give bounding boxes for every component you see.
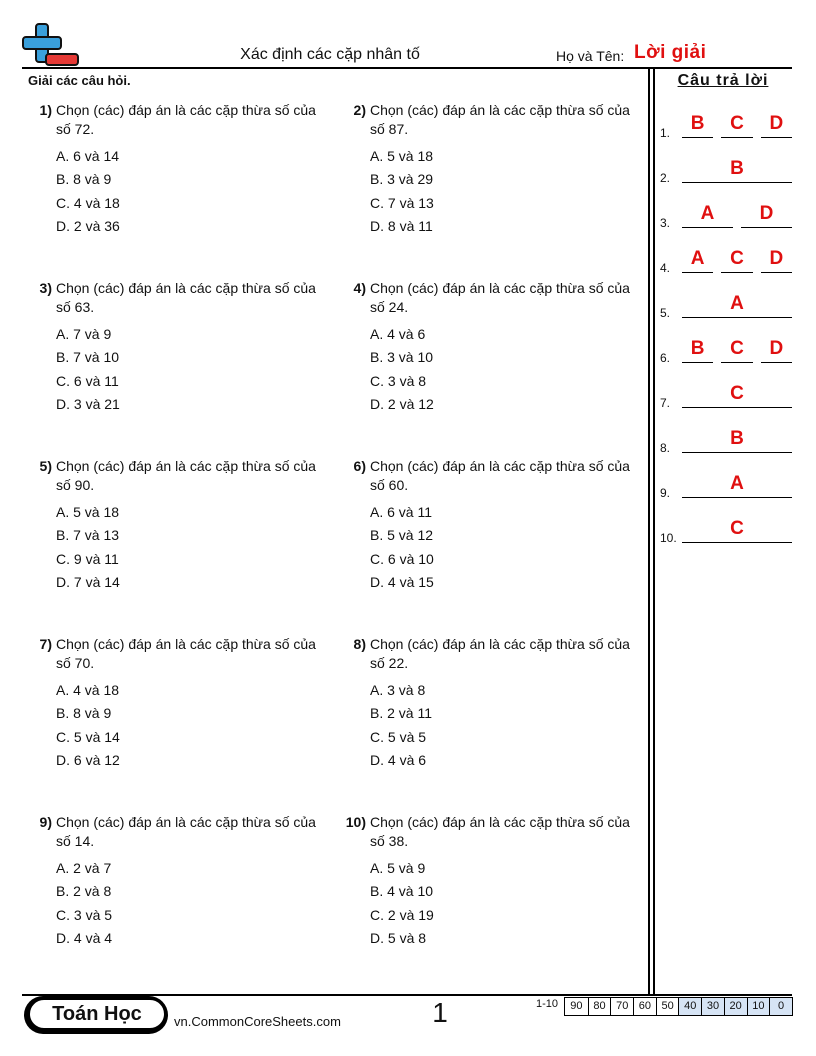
option: D. 6 và 12 xyxy=(56,751,120,768)
answer-row xyxy=(660,518,794,545)
option: B. 3 và 10 xyxy=(370,349,434,366)
option-list xyxy=(56,681,328,774)
question-number: 3) xyxy=(39,280,52,296)
answer-letter: A xyxy=(700,203,715,224)
question-6 xyxy=(342,457,642,596)
answer-row xyxy=(660,383,794,410)
question-text: Chọn (các) đáp án là các cặp thừa số của số 90. xyxy=(56,458,316,493)
question-number: 6) xyxy=(353,458,366,474)
question-5 xyxy=(28,457,328,596)
question-number: 10) xyxy=(345,814,366,830)
page-number: 1 xyxy=(432,997,448,1028)
option: B. 7 và 13 xyxy=(56,527,120,544)
score-cell: 0 xyxy=(769,998,792,1015)
option: B. 2 và 8 xyxy=(56,883,112,900)
answer-letter: B xyxy=(730,428,744,449)
answer-number: 4. xyxy=(660,261,671,275)
question-text: Chọn (các) đáp án là các cặp thừa số của số 60. xyxy=(370,458,630,493)
option-list xyxy=(56,147,328,240)
score-cell: 70 xyxy=(610,998,633,1015)
option: C. 3 và 5 xyxy=(56,906,113,923)
answer-row xyxy=(660,158,794,185)
option-list xyxy=(370,325,642,418)
name-label: Họ và Tên: xyxy=(556,48,625,64)
answer-row xyxy=(660,113,794,140)
question-number: 1) xyxy=(39,102,52,118)
option: D. 4 và 6 xyxy=(370,751,427,768)
answer-number: 9. xyxy=(660,486,671,500)
instructions: Giải các câu hỏi. xyxy=(28,73,131,88)
option: B. 4 và 10 xyxy=(370,883,434,900)
question-text: Chọn (các) đáp án là các cặp thừa số của số 14. xyxy=(56,814,316,849)
page-title: Xác định các cặp nhân tố xyxy=(240,46,420,63)
site-url: vn.CommonCoreSheets.com xyxy=(174,1014,341,1029)
option: C. 9 và 11 xyxy=(56,550,119,567)
option: D. 2 và 12 xyxy=(370,395,434,412)
question-number: 8) xyxy=(353,636,366,652)
option: C. 3 và 8 xyxy=(370,372,427,389)
answer-blank xyxy=(682,338,713,363)
question-text: Chọn (các) đáp án là các cặp thừa số của số 70. xyxy=(56,636,316,671)
answer-blank xyxy=(682,158,792,183)
option: A. 5 và 18 xyxy=(56,504,120,520)
question-10 xyxy=(342,813,642,952)
option: B. 8 và 9 xyxy=(56,705,112,722)
answer-blank xyxy=(682,113,713,138)
question-2 xyxy=(342,101,642,240)
answer-letter: D xyxy=(769,248,784,269)
question-text: Chọn (các) đáp án là các cặp thừa số của số 24. xyxy=(370,280,630,315)
question-number: 9) xyxy=(39,814,52,830)
answer-number: 8. xyxy=(660,441,671,455)
option-list xyxy=(56,503,328,596)
option: B. 2 và 11 xyxy=(370,705,433,722)
question-4 xyxy=(342,279,642,418)
option: A. 4 và 18 xyxy=(56,682,120,698)
option: A. 7 và 9 xyxy=(56,326,112,342)
answer-row xyxy=(660,338,794,365)
column-divider xyxy=(648,67,650,995)
question-number: 4) xyxy=(353,280,366,296)
question-8 xyxy=(342,635,642,774)
option: C. 2 và 19 xyxy=(370,906,434,923)
answer-blank xyxy=(761,338,792,363)
answer-letter: B xyxy=(730,158,744,179)
answer-key-header: Câu trả lời xyxy=(677,72,769,89)
answer-blank xyxy=(721,338,752,363)
answer-letter: A xyxy=(690,248,705,269)
score-cell: 90 xyxy=(570,1000,583,1012)
answer-blank xyxy=(761,248,792,273)
option-list xyxy=(370,147,642,240)
answer-blank xyxy=(682,473,792,498)
answer-letter: D xyxy=(769,113,784,134)
answer-letter: A xyxy=(730,293,744,314)
question-text: Chọn (các) đáp án là các cặp thừa số của số 72. xyxy=(56,102,316,137)
option-list xyxy=(370,503,642,596)
answer-letter: C xyxy=(730,113,744,134)
answer-letter: C xyxy=(730,248,744,269)
option: D. 4 và 15 xyxy=(370,573,434,590)
top-rule xyxy=(22,67,792,69)
answer-blank xyxy=(741,203,792,228)
option: D. 4 và 4 xyxy=(56,929,113,946)
name-value: Lời giải xyxy=(634,42,707,63)
answer-number: 3. xyxy=(660,216,671,230)
option: A. 3 và 8 xyxy=(370,682,426,698)
answer-letter: C xyxy=(730,383,744,404)
score-cell: 50 xyxy=(656,998,679,1015)
question-text: Chọn (các) đáp án là các cặp thừa số của số 22. xyxy=(370,636,630,671)
score-range-label: 1-10 xyxy=(536,998,559,1010)
option: A. 6 và 11 xyxy=(370,504,433,520)
option: C. 7 và 13 xyxy=(370,194,434,211)
question-7 xyxy=(28,635,328,774)
column-divider xyxy=(653,67,655,995)
answer-letter: B xyxy=(690,338,705,359)
score-cell: 80 xyxy=(588,998,611,1015)
answer-number: 10. xyxy=(660,531,677,545)
option: A. 2 và 7 xyxy=(56,860,112,876)
answer-number: 2. xyxy=(660,171,671,185)
answer-letter: C xyxy=(730,518,744,539)
option: A. 4 và 6 xyxy=(370,326,426,342)
question-number: 2) xyxy=(353,102,366,118)
option: D. 8 và 11 xyxy=(370,217,433,234)
option: A. 6 và 14 xyxy=(56,148,120,164)
score-cell: 20 xyxy=(724,998,747,1015)
option: D. 7 và 14 xyxy=(56,573,120,590)
question-3 xyxy=(28,279,328,418)
score-cell: 10 xyxy=(747,998,770,1015)
answer-letter: D xyxy=(759,203,774,224)
answer-letter: A xyxy=(730,473,744,494)
answer-number: 7. xyxy=(660,396,671,410)
question-text: Chọn (các) đáp án là các cặp thừa số của số 87. xyxy=(370,102,630,137)
answer-number: 6. xyxy=(660,351,671,365)
answer-blank xyxy=(721,248,752,273)
answer-blank xyxy=(682,383,792,408)
subject-badge: Toán Học xyxy=(28,998,166,1030)
answer-row xyxy=(660,473,794,500)
plus-minus-icon xyxy=(22,22,80,68)
score-cell: 30 xyxy=(701,998,724,1015)
option: A. 5 và 9 xyxy=(370,860,426,876)
question-9 xyxy=(28,813,328,952)
answer-row xyxy=(660,293,794,320)
option-list xyxy=(56,859,328,952)
option: D. 3 và 21 xyxy=(56,395,120,412)
answer-letter: C xyxy=(730,338,744,359)
score-cell: 40 xyxy=(678,998,701,1015)
answer-blank xyxy=(682,428,792,453)
answer-blank xyxy=(761,113,792,138)
option: B. 3 và 29 xyxy=(370,171,434,188)
answer-blank xyxy=(682,293,792,318)
option: D. 5 và 8 xyxy=(370,929,427,946)
option-list xyxy=(56,325,328,418)
answer-row xyxy=(660,203,794,230)
option-list xyxy=(370,681,642,774)
option: B. 7 và 10 xyxy=(56,349,120,366)
option: C. 5 và 5 xyxy=(370,728,427,745)
answer-row xyxy=(660,248,794,275)
answer-row xyxy=(660,428,794,455)
option: B. 5 và 12 xyxy=(370,527,434,544)
score-cell: 60 xyxy=(633,998,656,1015)
option-list xyxy=(370,859,642,952)
option: A. 5 và 18 xyxy=(370,148,434,164)
answer-letter: D xyxy=(769,338,784,359)
answer-blank xyxy=(682,248,713,273)
answer-blank xyxy=(682,203,733,228)
option: C. 4 và 18 xyxy=(56,194,120,211)
answer-blank xyxy=(721,113,752,138)
option: C. 5 và 14 xyxy=(56,728,120,745)
question-text: Chọn (các) đáp án là các cặp thừa số của số 38. xyxy=(370,814,630,849)
answer-letter: B xyxy=(690,113,705,134)
answer-number: 1. xyxy=(660,126,671,140)
option: C. 6 và 10 xyxy=(370,550,434,567)
question-text: Chọn (các) đáp án là các cặp thừa số của số 63. xyxy=(56,280,316,315)
option: B. 8 và 9 xyxy=(56,171,112,188)
option: C. 6 và 11 xyxy=(56,372,119,389)
question-1 xyxy=(28,101,328,240)
question-number: 5) xyxy=(39,458,52,474)
score-table xyxy=(564,997,793,1016)
option: D. 2 và 36 xyxy=(56,217,120,234)
question-number: 7) xyxy=(39,636,52,652)
answer-blank xyxy=(682,518,792,543)
answer-number: 5. xyxy=(660,306,671,320)
